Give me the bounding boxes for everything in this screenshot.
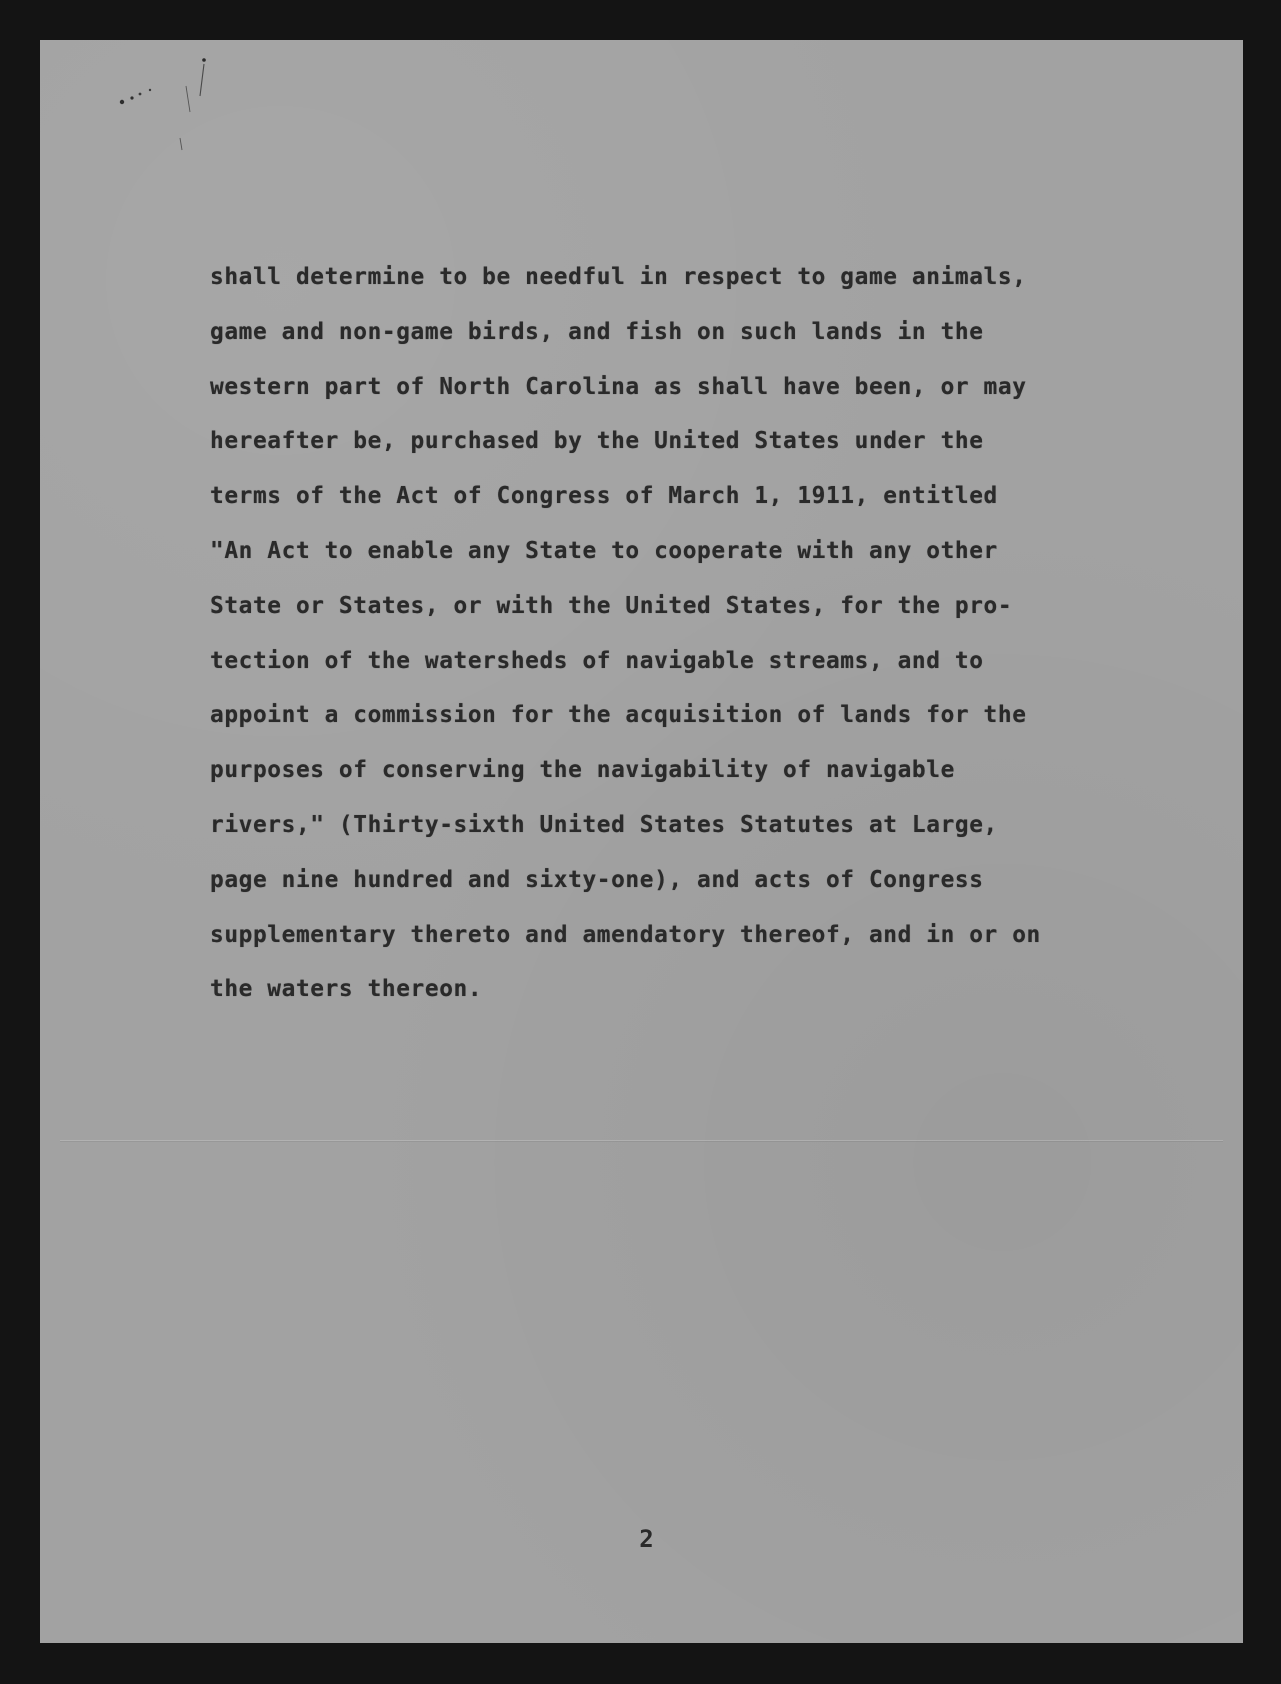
- document-page: [40, 40, 1243, 1643]
- text-line: supplementary thereto and amendatory thereof, and in or on: [210, 921, 1041, 948]
- text-line: the waters thereon.: [210, 976, 483, 1003]
- text-line: shall determine to be needful in respect to game animals,: [210, 264, 1027, 290]
- text-line: State or States, or with the United States, for the pro-: [210, 592, 1013, 619]
- page-number: 2: [639, 1525, 654, 1553]
- text-line: rivers," (Thirty-sixth United States Statutes at Large,: [210, 811, 998, 838]
- text-line: page nine hundred and sixty-one), and acts of Congress: [210, 866, 984, 893]
- text-line: terms of the Act of Congress of March 1, 1911, entitled: [210, 483, 998, 510]
- fold-line: [60, 1140, 1223, 1141]
- text-line: tection of the watersheds of navigable streams, and to: [210, 647, 984, 674]
- text-line: appoint a commission for the acquisition of lands for the: [210, 702, 1027, 729]
- text-line: purposes of conserving the navigability of navigable: [210, 757, 955, 784]
- body-text: [210, 250, 1170, 1017]
- text-line: hereafter be, purchased by the United States under the: [210, 428, 984, 455]
- text-line: western part of North Carolina as shall have been, or may: [210, 373, 1027, 400]
- pencil-marks: [80, 50, 230, 160]
- text-line: "An Act to enable any State to cooperate with any other: [210, 537, 998, 564]
- text-line: game and non-game birds, and fish on such lands in the: [210, 318, 984, 345]
